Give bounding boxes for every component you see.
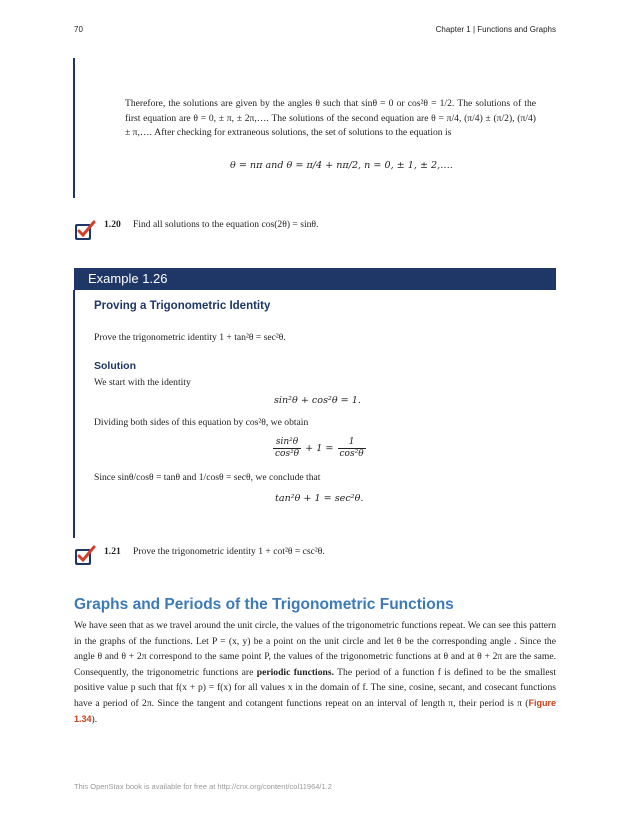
divided-equation-middle: + 1 = <box>305 443 334 454</box>
section-text-end: ). <box>91 713 98 725</box>
checkbox-exercise-icon <box>74 545 96 567</box>
checkbox-exercise-icon <box>74 220 96 242</box>
exercise-text: Prove the trigonometric identity 1 + cot²θ = csc²θ. <box>133 546 325 557</box>
section-text-part1: We have seen that as we travel around the unit circle, the values of the trigonometric functions repeat. We can see this pattern in the graphs of the functions. Let P = (x, y) be a point on the unit circle and let θ be the corresponding angle . Since the angle θ and θ + 2π correspond to the same point P, the values of the trigonometric functions at θ and at θ + 2π are the same. Consequently, the trigonometric functions are <box>74 620 556 678</box>
section-bold-term: periodic functions. <box>256 666 334 678</box>
solution-paragraph: Therefore, the solutions are given by the angles θ such that sinθ = 0 or cos²θ = 1/2. The solutions of the first equation are θ = 0, ± π, ± 2π,…. The solutions of the second equation are θ = π/4, (π/4) ± (π/2), (π/4) ± π,…. After checking for extraneous solutions, the set of solutions to the equation is <box>125 98 536 138</box>
fraction-left-denominator: cos²θ <box>275 449 300 459</box>
example-title-bar: Example 1.26 <box>74 268 556 290</box>
exercise-text: Find all solutions to the equation cos(2θ) = sinθ. <box>133 219 319 230</box>
fraction-right <box>338 437 366 460</box>
fraction-left-numerator: sin²θ <box>273 437 301 449</box>
solution-side-bar <box>73 58 75 198</box>
exercise-number: 1.20 <box>104 219 121 230</box>
solution-start-text: We start with the identity <box>94 377 191 388</box>
since-text: Since sinθ/cosθ = tanθ and 1/cosθ = secθ, we conclude that <box>94 472 321 483</box>
solution-equation: θ = nπ and θ = π/4 + nπ/2, n = 0, ± 1, ± 2,…. <box>230 160 453 171</box>
divide-text: Dividing both sides of this equation by cos²θ, we obtain <box>94 417 309 428</box>
exercise-number: 1.21 <box>104 546 121 557</box>
solution-heading: Solution <box>94 360 136 372</box>
section-text-part2: The period of a function f is defined to be the smallest positive value p such that f(x + p) = f(x) for all values x in the domain of f. The sine, cosine, secant, and cosecant functions have a period of 2π. Since the tangent and cotangent functions repeat on an interval of length π, their period is π ( <box>74 666 556 709</box>
section-title: Graphs and Periods of the Trigonometric Functions <box>74 596 454 613</box>
example-heading: Proving a Trigonometric Identity <box>94 300 271 312</box>
fraction-left <box>273 437 301 460</box>
example-side-bar <box>73 290 75 538</box>
fraction-right-denominator: cos²θ <box>339 449 364 459</box>
running-head: Chapter 1 | Functions and Graphs <box>435 25 556 34</box>
fraction-right-numerator: 1 <box>338 437 366 449</box>
divided-equation <box>272 437 367 460</box>
conclusion-equation: tan²θ + 1 = sec²θ. <box>275 493 364 504</box>
footer-text: This OpenStax book is available for free at http://cnx.org/content/col11964/1.2 <box>74 782 332 791</box>
section-paragraph <box>74 618 556 727</box>
example-prompt: Prove the trigonometric identity 1 + tan²θ = sec²θ. <box>94 332 286 343</box>
figure-link[interactable]: Figure 1.34 <box>74 697 556 724</box>
identity-equation: sin²θ + cos²θ = 1. <box>274 395 361 406</box>
page-number: 70 <box>74 25 83 34</box>
